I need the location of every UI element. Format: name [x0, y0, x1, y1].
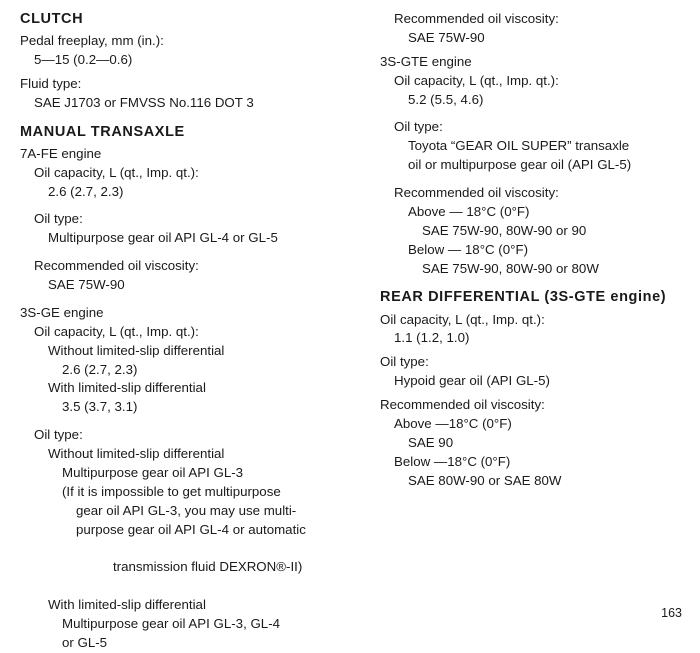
text-line: SAE 75W-90, 80W-90 or 90 [422, 222, 587, 238]
text-line: 2.6 (2.7, 2.3) [48, 183, 124, 199]
text-line: purpose gear oil API GL-4 or automatic [76, 521, 306, 537]
text-line: SAE J1703 or FMVSS No.116 DOT 3 [34, 94, 254, 110]
text-line: Below —18°C (0°F) [394, 453, 511, 469]
text-line: Multipurpose gear oil API GL-4 or GL-5 [48, 230, 278, 246]
text-line: (If it is impossible to get multipurpose [62, 483, 281, 499]
page-number: 163 [661, 606, 682, 620]
text-line: Oil capacity, L (qt., Imp. qt.): [380, 311, 545, 327]
spacer [20, 248, 338, 257]
text-line: 2.6 (2.7, 2.3) [62, 361, 138, 377]
text-line: Pedal freeplay, mm (in.): [20, 33, 164, 49]
text-line: Hypoid gear oil (API GL-5) [394, 373, 550, 389]
section-rear-differential [380, 288, 680, 490]
text-line: Without limited-slip differential [48, 342, 225, 358]
text-line: Oil type: [34, 427, 83, 443]
spacer [20, 295, 338, 304]
text-line: SAE 75W-90, 80W-90 or 80W [422, 260, 599, 276]
text-line: Oil capacity, L (qt., Imp. qt.): [394, 72, 559, 88]
spacer [380, 109, 680, 118]
text-line: Below — 18°C (0°F) [408, 241, 528, 257]
text-line: Oil capacity, L (qt., Imp. qt.): [34, 164, 199, 180]
text-line: oil or multipurpose gear oil (API GL-5) [408, 157, 632, 173]
section-heading-rear-differential: REAR DIFFERENTIAL (3S-GTE engine) [380, 289, 667, 306]
text-line: Recommended oil viscosity: [34, 258, 199, 274]
spacer [380, 175, 680, 184]
text-line: or GL-5 [62, 634, 108, 650]
text-line: 1.1 (1.2, 1.0) [394, 330, 470, 346]
text-line: SAE 75W-90 [408, 29, 485, 45]
text-line: 5.2 (5.5, 4.6) [408, 91, 484, 107]
section-heading-manual-transaxle: MANUAL TRANSAXLE [20, 123, 185, 140]
text-line: Above —18°C (0°F) [394, 415, 512, 431]
text-line: SAE 75W-90 [48, 277, 125, 292]
text-line: 3S-GTE engine [380, 53, 472, 69]
text-line: 7A-FE engine [20, 145, 102, 161]
text-line: Oil type: [380, 354, 429, 370]
text-line: 5—15 (0.2—0.6) [34, 52, 133, 67]
text-line: 3S-GE engine [20, 304, 104, 320]
text-line [20, 539, 338, 596]
text-line: Oil type: [34, 211, 83, 227]
text-line: Above — 18°C (0°F) [408, 203, 530, 219]
text-line: Oil type: [394, 119, 443, 135]
section-manual-transaxle [20, 123, 338, 653]
section-heading-clutch: CLUTCH [20, 11, 84, 27]
text-line: Recommended oil viscosity: [380, 397, 545, 412]
text-line: With limited-slip differential [48, 597, 206, 612]
section-manual-transaxle-continued [380, 10, 680, 278]
text-line: Multipurpose gear oil API GL-3, GL-4 [62, 615, 281, 631]
dexron-line-text: transmission fluid DEXRON®-II) [112, 559, 303, 575]
text-line: With limited-slip differential [48, 380, 206, 396]
text-line: Toyota “GEAR OIL SUPER” transaxle [408, 138, 630, 154]
spacer [20, 417, 338, 426]
text-line: 3.5 (3.7, 3.1) [62, 399, 138, 415]
section-clutch [20, 10, 338, 113]
spacer [20, 201, 338, 210]
two-column-layout [20, 10, 684, 653]
text-line: SAE 90 [408, 434, 454, 450]
text-line: gear oil API GL-3, you may use multi- [76, 502, 297, 518]
left-column [20, 10, 350, 653]
text-line: Fluid type: [20, 75, 82, 91]
text-line: Recommended oil viscosity: [394, 11, 559, 26]
right-column [350, 10, 680, 490]
text-line: Recommended oil viscosity: [394, 185, 559, 200]
text-line: Oil capacity, L (qt., Imp. qt.): [34, 323, 199, 339]
text-line: Multipurpose gear oil API GL-3 [62, 464, 244, 480]
text-line: Without limited-slip differential [48, 446, 225, 461]
text-line: SAE 80W-90 or SAE 80W [408, 472, 562, 488]
